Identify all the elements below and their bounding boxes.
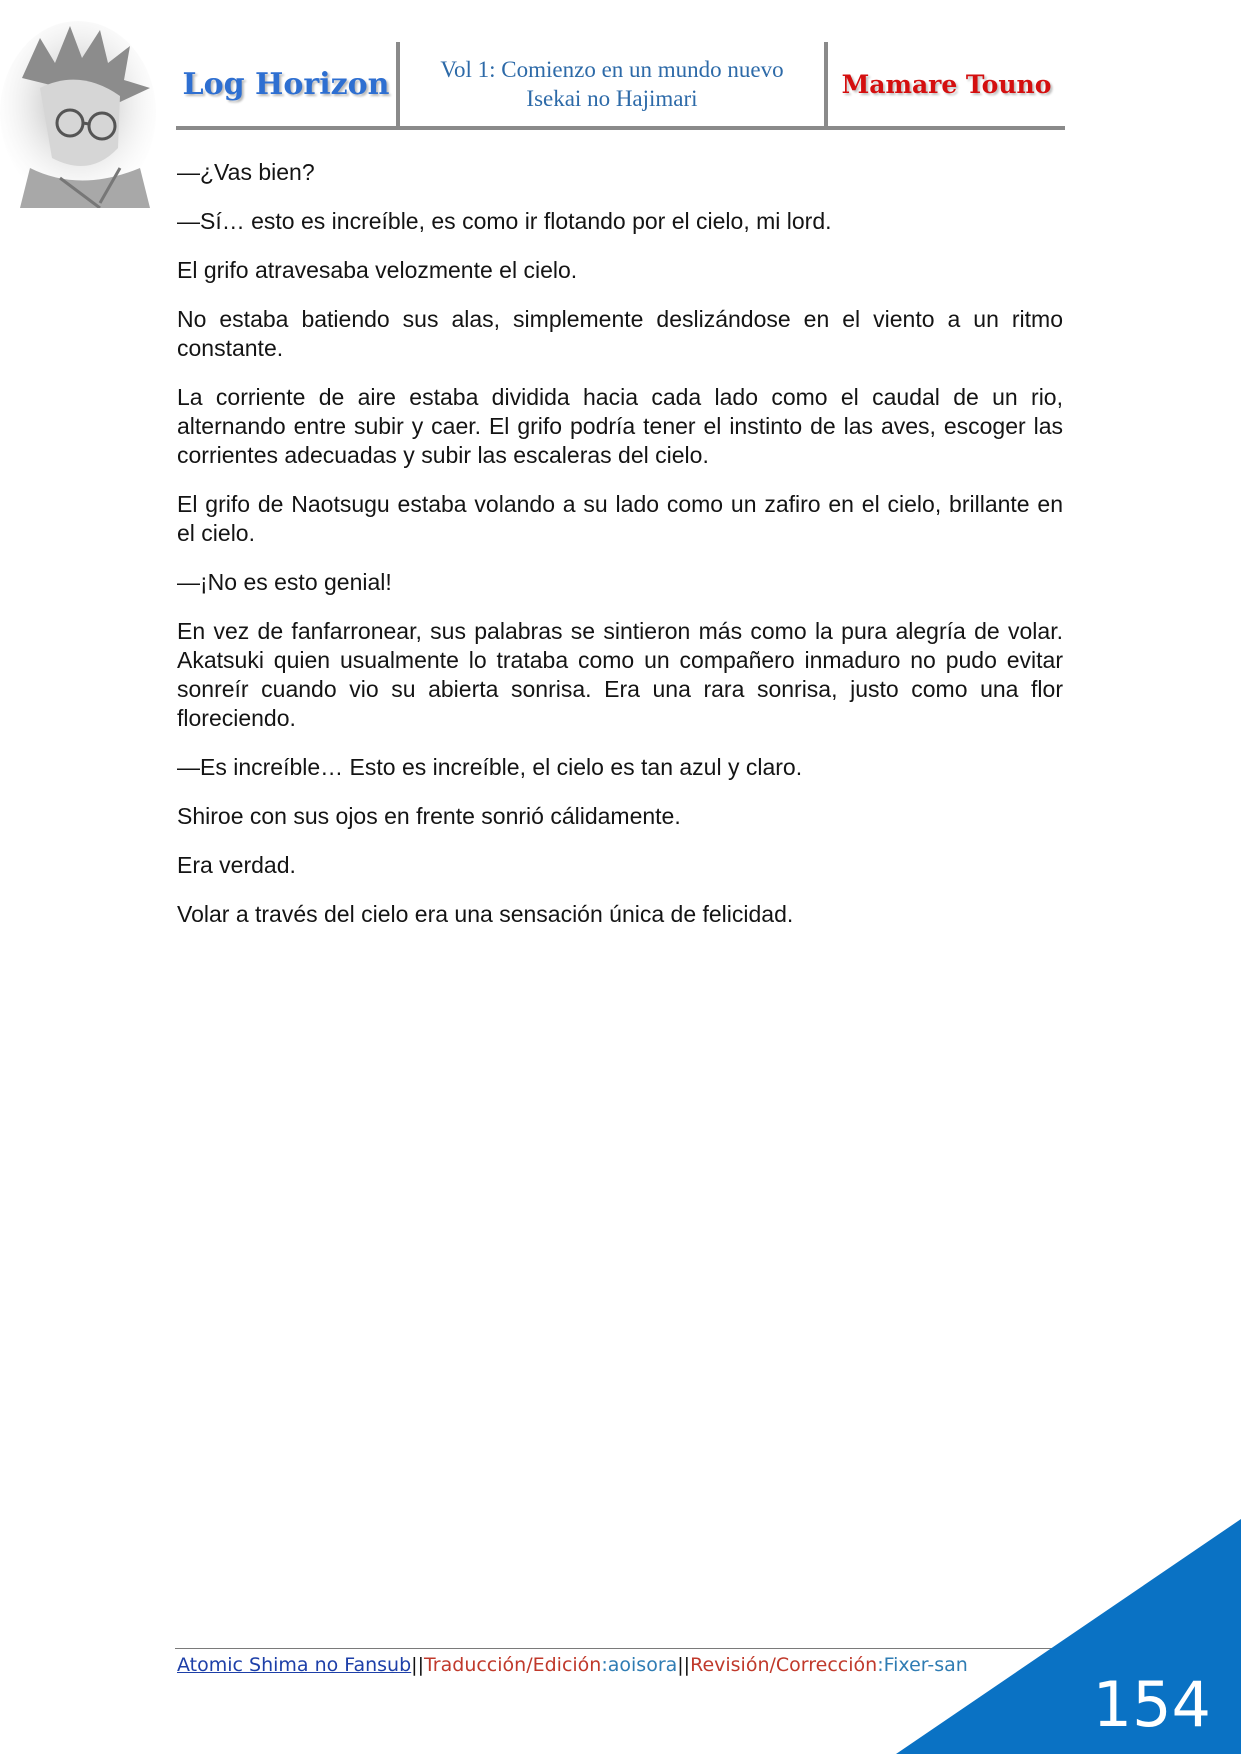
- revision-colon: :: [877, 1654, 884, 1676]
- volume-title: [400, 42, 824, 126]
- translation-colon: :: [601, 1654, 608, 1676]
- translation-label: Traducción/Edición: [423, 1654, 602, 1676]
- revision-label: Revisión/Corrección: [690, 1654, 878, 1676]
- paragraph: —¿Vas bien?: [177, 159, 315, 185]
- series-title-text: Log Horizon: [182, 66, 390, 102]
- page-number: 154: [1092, 1668, 1211, 1741]
- paragraph: —¡No es esto genial!: [177, 569, 392, 595]
- page-body: [177, 158, 1063, 949]
- author-name-text: Mamare Touno: [841, 69, 1052, 99]
- page-footer: [177, 1654, 968, 1676]
- paragraph: Volar a través del cielo era una sensación única de felicidad.: [177, 901, 794, 927]
- paragraph: Era verdad.: [177, 852, 296, 878]
- paragraph: En vez de fanfarronear, sus palabras se sintieron más como la pura alegría de volar. Akatsuki quien usualmente lo trataba como un compañero inmaduro no pudo evitar sonreír cuando vio su abierta sonrisa. Era una rara sonrisa, justo como una flor floreciendo.: [177, 618, 1063, 731]
- volume-title-line1: Vol 1: Comienzo en un mundo nuevo: [440, 57, 784, 82]
- fansub-link[interactable]: Atomic Shima no Fansub: [177, 1654, 412, 1676]
- paragraph: La corriente de aire estaba dividida hacia cada lado como el caudal de un rio, alternando entre subir y caer. El grifo podría tener el instinto de las aves, escoger las corrientes adecuadas y subir las escaleras del cielo.: [177, 384, 1063, 468]
- footer-separator: ||: [411, 1654, 424, 1676]
- paragraph: —Es increíble… Esto es increíble, el cielo es tan azul y claro.: [177, 754, 803, 780]
- author-name: [828, 42, 1065, 126]
- paragraph: No estaba batiendo sus alas, simplemente deslizándose en el viento a un ritmo constante.: [177, 306, 1063, 361]
- character-sketch-icon: [0, 18, 160, 208]
- header-rule: [176, 126, 1065, 130]
- paragraph: Shiroe con sus ojos en frente sonrió cálidamente.: [177, 803, 681, 829]
- volume-title-line2: Isekai no Hajimari: [526, 86, 698, 111]
- paragraph: El grifo atravesaba velozmente el cielo.: [177, 257, 578, 283]
- paragraph: —Sí… esto es increíble, es como ir flotando por el cielo, mi lord.: [177, 208, 832, 234]
- series-title: [176, 42, 396, 126]
- reviser-name: Fixer-san: [883, 1654, 968, 1676]
- page-header: [176, 42, 1065, 130]
- paragraph: El grifo de Naotsugu estaba volando a su lado como un zafiro en el cielo, brillante en el cielo.: [177, 491, 1063, 546]
- translator-name: aoisora: [607, 1654, 678, 1676]
- footer-separator: ||: [677, 1654, 691, 1676]
